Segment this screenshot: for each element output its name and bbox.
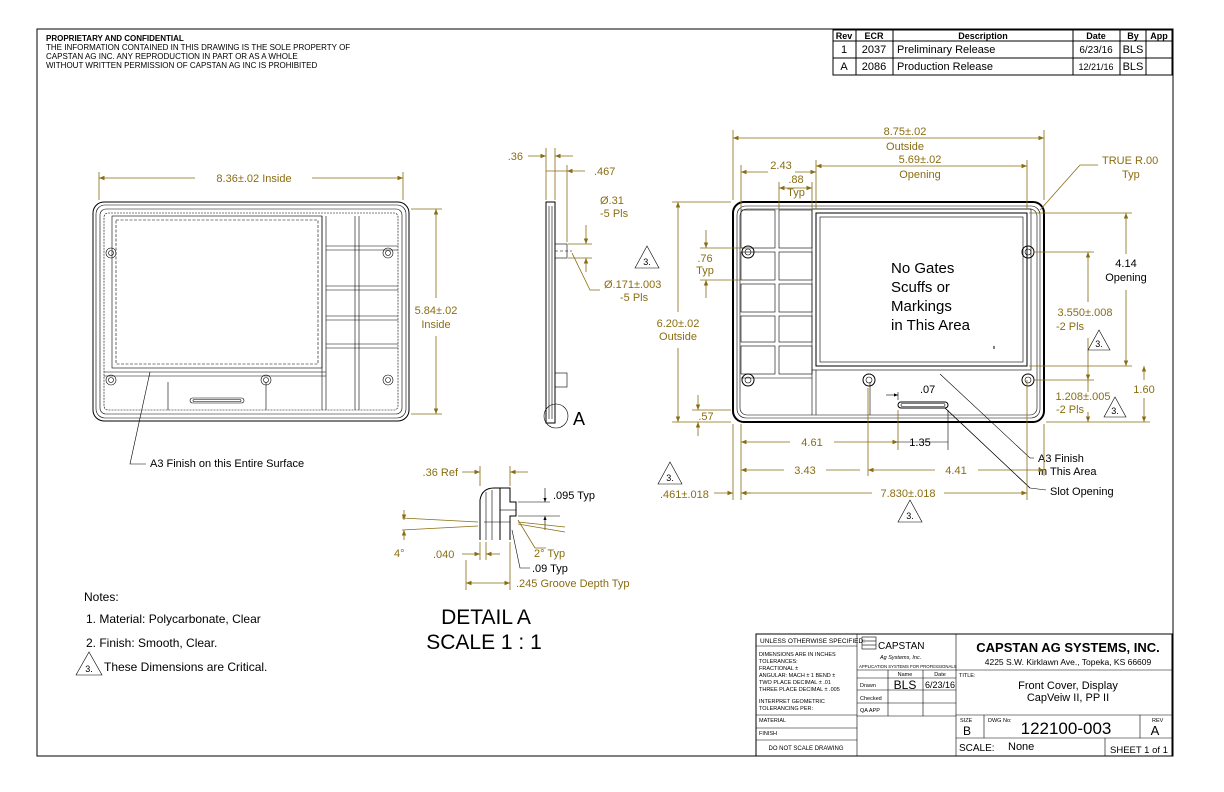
tb-address: 4225 S.W. Kirklawn Ave., Topeka, KS 66609 (984, 657, 1152, 667)
rear-dim-243: 2.43 (770, 160, 792, 172)
rear-dim-76: .76 (697, 253, 713, 265)
tb-rev-label: REV (1152, 718, 1164, 724)
detail-callout-letter: A (573, 409, 586, 429)
rear-dim-3550: 3.550±.008 (1057, 307, 1113, 319)
tb-tol-5: TWO PLACE DECIMAL ± .01 (759, 680, 831, 686)
rear-dim-441: 4.41 (945, 465, 967, 477)
side-dia-171-sub: -5 Pls (620, 292, 649, 304)
rev-header-ecr: ECR (864, 31, 884, 41)
front-finish-note: A3 Finish on this Entire Surface (150, 458, 305, 470)
prop-line-2: CAPSTAN AG INC. ANY REPRODUCTION IN PART OR AS A WHOLE (46, 52, 298, 61)
tb-do-not-scale: DO NOT SCALE DRAWING (768, 746, 844, 752)
detail-label: DETAIL A (441, 606, 531, 629)
tb-drawn-date: 6/23/16 (924, 680, 956, 690)
detail-dim-4deg: 4° (394, 548, 405, 560)
side-dia-171: Ø.171±.003 (604, 279, 662, 291)
rear-note-line-4: in This Area (891, 317, 970, 334)
rev-row2-ecr: 2086 (861, 61, 887, 73)
tb-tol-3: FRACTIONAL ± (759, 666, 799, 672)
front-width-dim: 8.36±.02 Inside (216, 173, 292, 185)
rear-outside-width: 8.75±.02 (883, 126, 927, 138)
prop-line-3: WITHOUT WRITTEN PERMISSION OF CAPSTAN AG INC IS PROHIBITED (46, 61, 318, 70)
rear-dim-3550-sub: -2 Pls (1055, 321, 1085, 333)
rear-dim-1208-sub: -2 Pls (1055, 404, 1085, 416)
detail-dim-245: .245 Groove Depth Typ (516, 578, 630, 590)
rear-dim-1208: 1.208±.005 (1055, 391, 1111, 403)
tb-tol-1: DIMENSIONS ARE IN INCHES (759, 652, 836, 658)
front-view (93, 172, 457, 470)
prop-title: PROPRIETARY AND CONFIDENTIAL (46, 34, 184, 43)
tb-scale-label: SCALE: (959, 743, 995, 754)
tb-scale-val: None (1008, 741, 1035, 753)
rev-header-date: Date (1086, 31, 1106, 41)
tb-row-drawn: Drawn (860, 683, 876, 689)
rev-header-by: By (1127, 31, 1139, 41)
note-2: 2. Finish: Smooth, Clear. (86, 636, 218, 650)
rear-true-r-sub: Typ (1122, 169, 1140, 181)
rev-row2-rev: A (840, 61, 848, 73)
tb-company: CAPSTAN AG SYSTEMS, INC. (976, 640, 1160, 655)
side-dia-31-sub: -5 Pls (600, 208, 629, 220)
rear-opening-width-sub: Opening (899, 169, 941, 181)
rear-note-line-1: No Gates (891, 260, 955, 277)
side-crit-mark: 3. (643, 257, 651, 267)
tb-finish: FINISH (759, 731, 778, 737)
tb-interpret-1: INTERPRET GEOMETRIC (759, 699, 825, 705)
detail-dim-2deg: 2° Typ (534, 548, 566, 560)
tb-tol-6: THREE PLACE DECIMAL ± .005 (759, 687, 840, 693)
detail-dim-040: .040 (433, 549, 455, 561)
tb-interpret-2: TOLERANCING PER: (759, 706, 813, 712)
tb-drawn-name: BLS (893, 678, 917, 692)
rev-row1-date: 6/23/16 (1079, 45, 1113, 56)
rear-opening-height: 4.14 (1115, 258, 1137, 270)
rev-header-desc: Description (958, 31, 1008, 41)
detail-a-view (394, 466, 630, 654)
revision-table (833, 30, 1172, 75)
tb-dwg-label: DWG No: (988, 718, 1012, 724)
tb-tol-2: TOLERANCES: (759, 659, 798, 665)
front-height-sub: Inside (421, 319, 451, 331)
rear-opening-width: 5.69±.02 (898, 154, 942, 166)
rear-opening-height-sub: Opening (1105, 272, 1147, 284)
rev-header-rev: Rev (835, 31, 853, 41)
tb-size-val: B (963, 724, 972, 738)
note-3: These Dimensions are Critical. (104, 660, 268, 674)
tb-sheet: SHEET 1 of 1 (1110, 745, 1168, 756)
rear-dim-76-sub: Typ (696, 265, 714, 277)
tb-row-qa: QA APP (860, 708, 880, 714)
rear-finish-note-sub: In This Area (1038, 466, 1097, 478)
tb-tol-4: ANGULAR: MACH ± 1 BEND ± (759, 673, 836, 679)
rev-header-app: App (1150, 31, 1168, 41)
tb-material: MATERIAL (759, 718, 787, 724)
tb-title-line-2: CapVeiw II, PP II (1026, 692, 1110, 704)
rev-row1-by: BLS (1122, 44, 1144, 56)
rev-row1-desc: Preliminary Release (897, 44, 996, 56)
rear-dim-461-018: .461±.018 (660, 489, 709, 501)
rear-true-r: TRUE R.00 (1102, 155, 1159, 167)
rear-finish-note: A3 Finish (1038, 453, 1084, 465)
rear-note-line-2: Scuffs or (891, 279, 950, 296)
logo-tag: APPLICATION SYSTEMS FOR PROFESSIONALS (859, 664, 957, 669)
tb-title-label: TITLE: (959, 673, 976, 679)
rear-crit-mark-1: 3. (1095, 339, 1103, 349)
note-3-number: 3. (85, 664, 93, 674)
rear-outside-width-sub: Outside (886, 141, 924, 153)
rear-crit-mark-4: 3. (906, 511, 914, 521)
tb-rev-val: A (1150, 723, 1160, 738)
rear-dim-135: 1.35 (909, 437, 931, 449)
rear-view (657, 126, 1159, 522)
side-dim-467: .467 (594, 166, 616, 178)
tb-row-checked: Checked (860, 696, 882, 702)
capstan-logo (859, 637, 957, 669)
notes-title: Notes: (84, 590, 119, 604)
rear-outside-height-sub: Outside (659, 331, 697, 343)
prop-line-1: THE INFORMATION CONTAINED IN THIS DRAWING IS THE SOLE PROPERTY OF (46, 43, 351, 52)
tb-unless: UNLESS OTHERWISE SPECIFIED: (760, 638, 865, 645)
rear-dim-160: 1.60 (1133, 384, 1155, 396)
rear-crit-mark-3: 3. (666, 473, 674, 483)
note-1: 1. Material: Polycarbonate, Clear (86, 612, 261, 626)
rev-row2-desc: Production Release (897, 61, 994, 73)
detail-dim-095: .095 Typ (553, 490, 595, 502)
tb-title-line-1: Front Cover, Display (1018, 680, 1118, 692)
detail-dim-36ref: .36 Ref (422, 467, 458, 479)
front-height-dim: 5.84±.02 (414, 305, 458, 317)
rev-row1-rev: 1 (840, 44, 848, 56)
rear-dim-57: .57 (698, 411, 714, 423)
tb-col-date: Date (934, 672, 946, 678)
rear-dim-07: .07 (920, 384, 936, 396)
rear-crit-mark-2: 3. (1111, 406, 1119, 416)
rev-row2-date: 12/21/16 (1078, 62, 1114, 72)
side-dim-36: .36 (507, 151, 523, 163)
side-dia-31: Ø.31 (600, 195, 624, 207)
rear-dim-88-sub: Typ (787, 187, 805, 199)
tb-col-name: Name (897, 672, 913, 678)
logo-sub: Ag Systems, Inc. (880, 655, 922, 661)
notes-block (76, 590, 267, 675)
title-block (756, 634, 1172, 756)
tb-dwg-no: 122100-003 (1020, 719, 1112, 738)
side-view (508, 148, 662, 429)
rear-dim-461: 4.61 (801, 437, 823, 449)
tb-size-label: SIZE (960, 718, 973, 724)
rear-outside-height: 6.20±.02 (656, 318, 700, 330)
rear-dim-343: 3.43 (794, 465, 816, 477)
rev-row2-by: BLS (1122, 61, 1144, 73)
logo-name: CAPSTAN (878, 641, 925, 652)
proprietary-notice (46, 34, 350, 70)
rear-dim-7830: 7.830±.018 (880, 488, 936, 500)
detail-dim-09: .09 Typ (532, 563, 568, 575)
rear-dim-88: .88 (788, 174, 804, 186)
rear-note-line-3: Markings (891, 298, 952, 315)
rear-slot-note: Slot Opening (1050, 486, 1114, 498)
rev-row1-ecr: 2037 (861, 44, 887, 56)
detail-scale: SCALE 1 : 1 (426, 631, 542, 654)
